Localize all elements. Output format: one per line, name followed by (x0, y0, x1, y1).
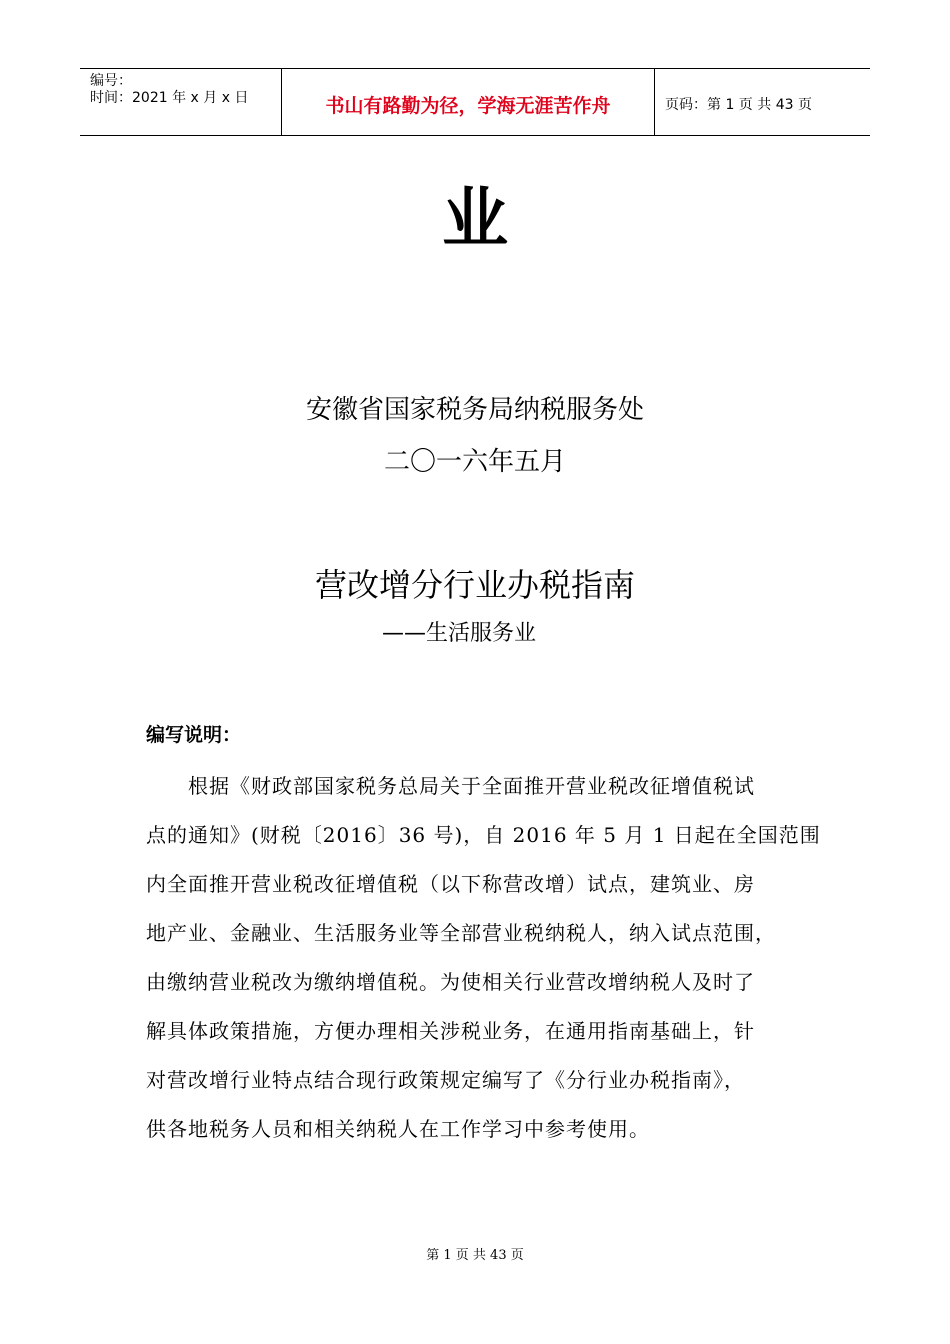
body-line: 由缴纳营业税改为缴纳增值税。为使相关行业营改增纳税人及时了 (146, 970, 755, 994)
header-motto-cell (282, 69, 655, 135)
page-footer: 第 1 页 共 43 页 (426, 1248, 524, 1263)
time-label: 时间：2021 年 x 月 x 日 (90, 90, 249, 106)
serial-label: 编号： (90, 73, 132, 89)
publication-date: 二〇一六年五月 (383, 447, 566, 477)
cover-big-character: 业 (442, 179, 508, 257)
body-line: 地产业、金融业、生活服务业等全部营业税纳税人，纳入试点范围， (146, 921, 776, 945)
body-line: 解具体政策措施，方便办理相关涉税业务，在通用指南基础上，针 (146, 1019, 755, 1043)
organization-name: 安徽省国家税务局纳税服务处 (305, 395, 644, 425)
body-line: 对营改增行业特点结合现行政策规定编写了《分行业办税指南》， (146, 1068, 745, 1092)
motto-text: 书山有路勤为径，学海无涯苦作舟 (325, 94, 611, 117)
section-heading: 编写说明： (146, 724, 242, 746)
document-header (80, 68, 870, 136)
document-subtitle: ——生活服务业 (382, 621, 537, 646)
body-line: 供各地税务人员和相关纳税人在工作学习中参考使用。 (146, 1117, 650, 1141)
body-line: 内全面推开营业税改征增值税（以下称营改增）试点，建筑业、房 (146, 872, 755, 896)
header-page-cell (655, 69, 870, 135)
body-paragraph (146, 762, 822, 1154)
page-info: 页码：第 1 页 共 43 页 (665, 97, 812, 113)
body-line: 根据《财政部国家税务总局关于全面推开营业税改征增值税试 (146, 774, 755, 798)
header-meta-cell (80, 69, 282, 135)
document-title: 营改增分行业办税指南 (314, 566, 635, 604)
body-line: 点的通知》(财税〔2016〕36 号)，自 2016 年 5 月 1 日起在全国范围 (146, 823, 821, 847)
